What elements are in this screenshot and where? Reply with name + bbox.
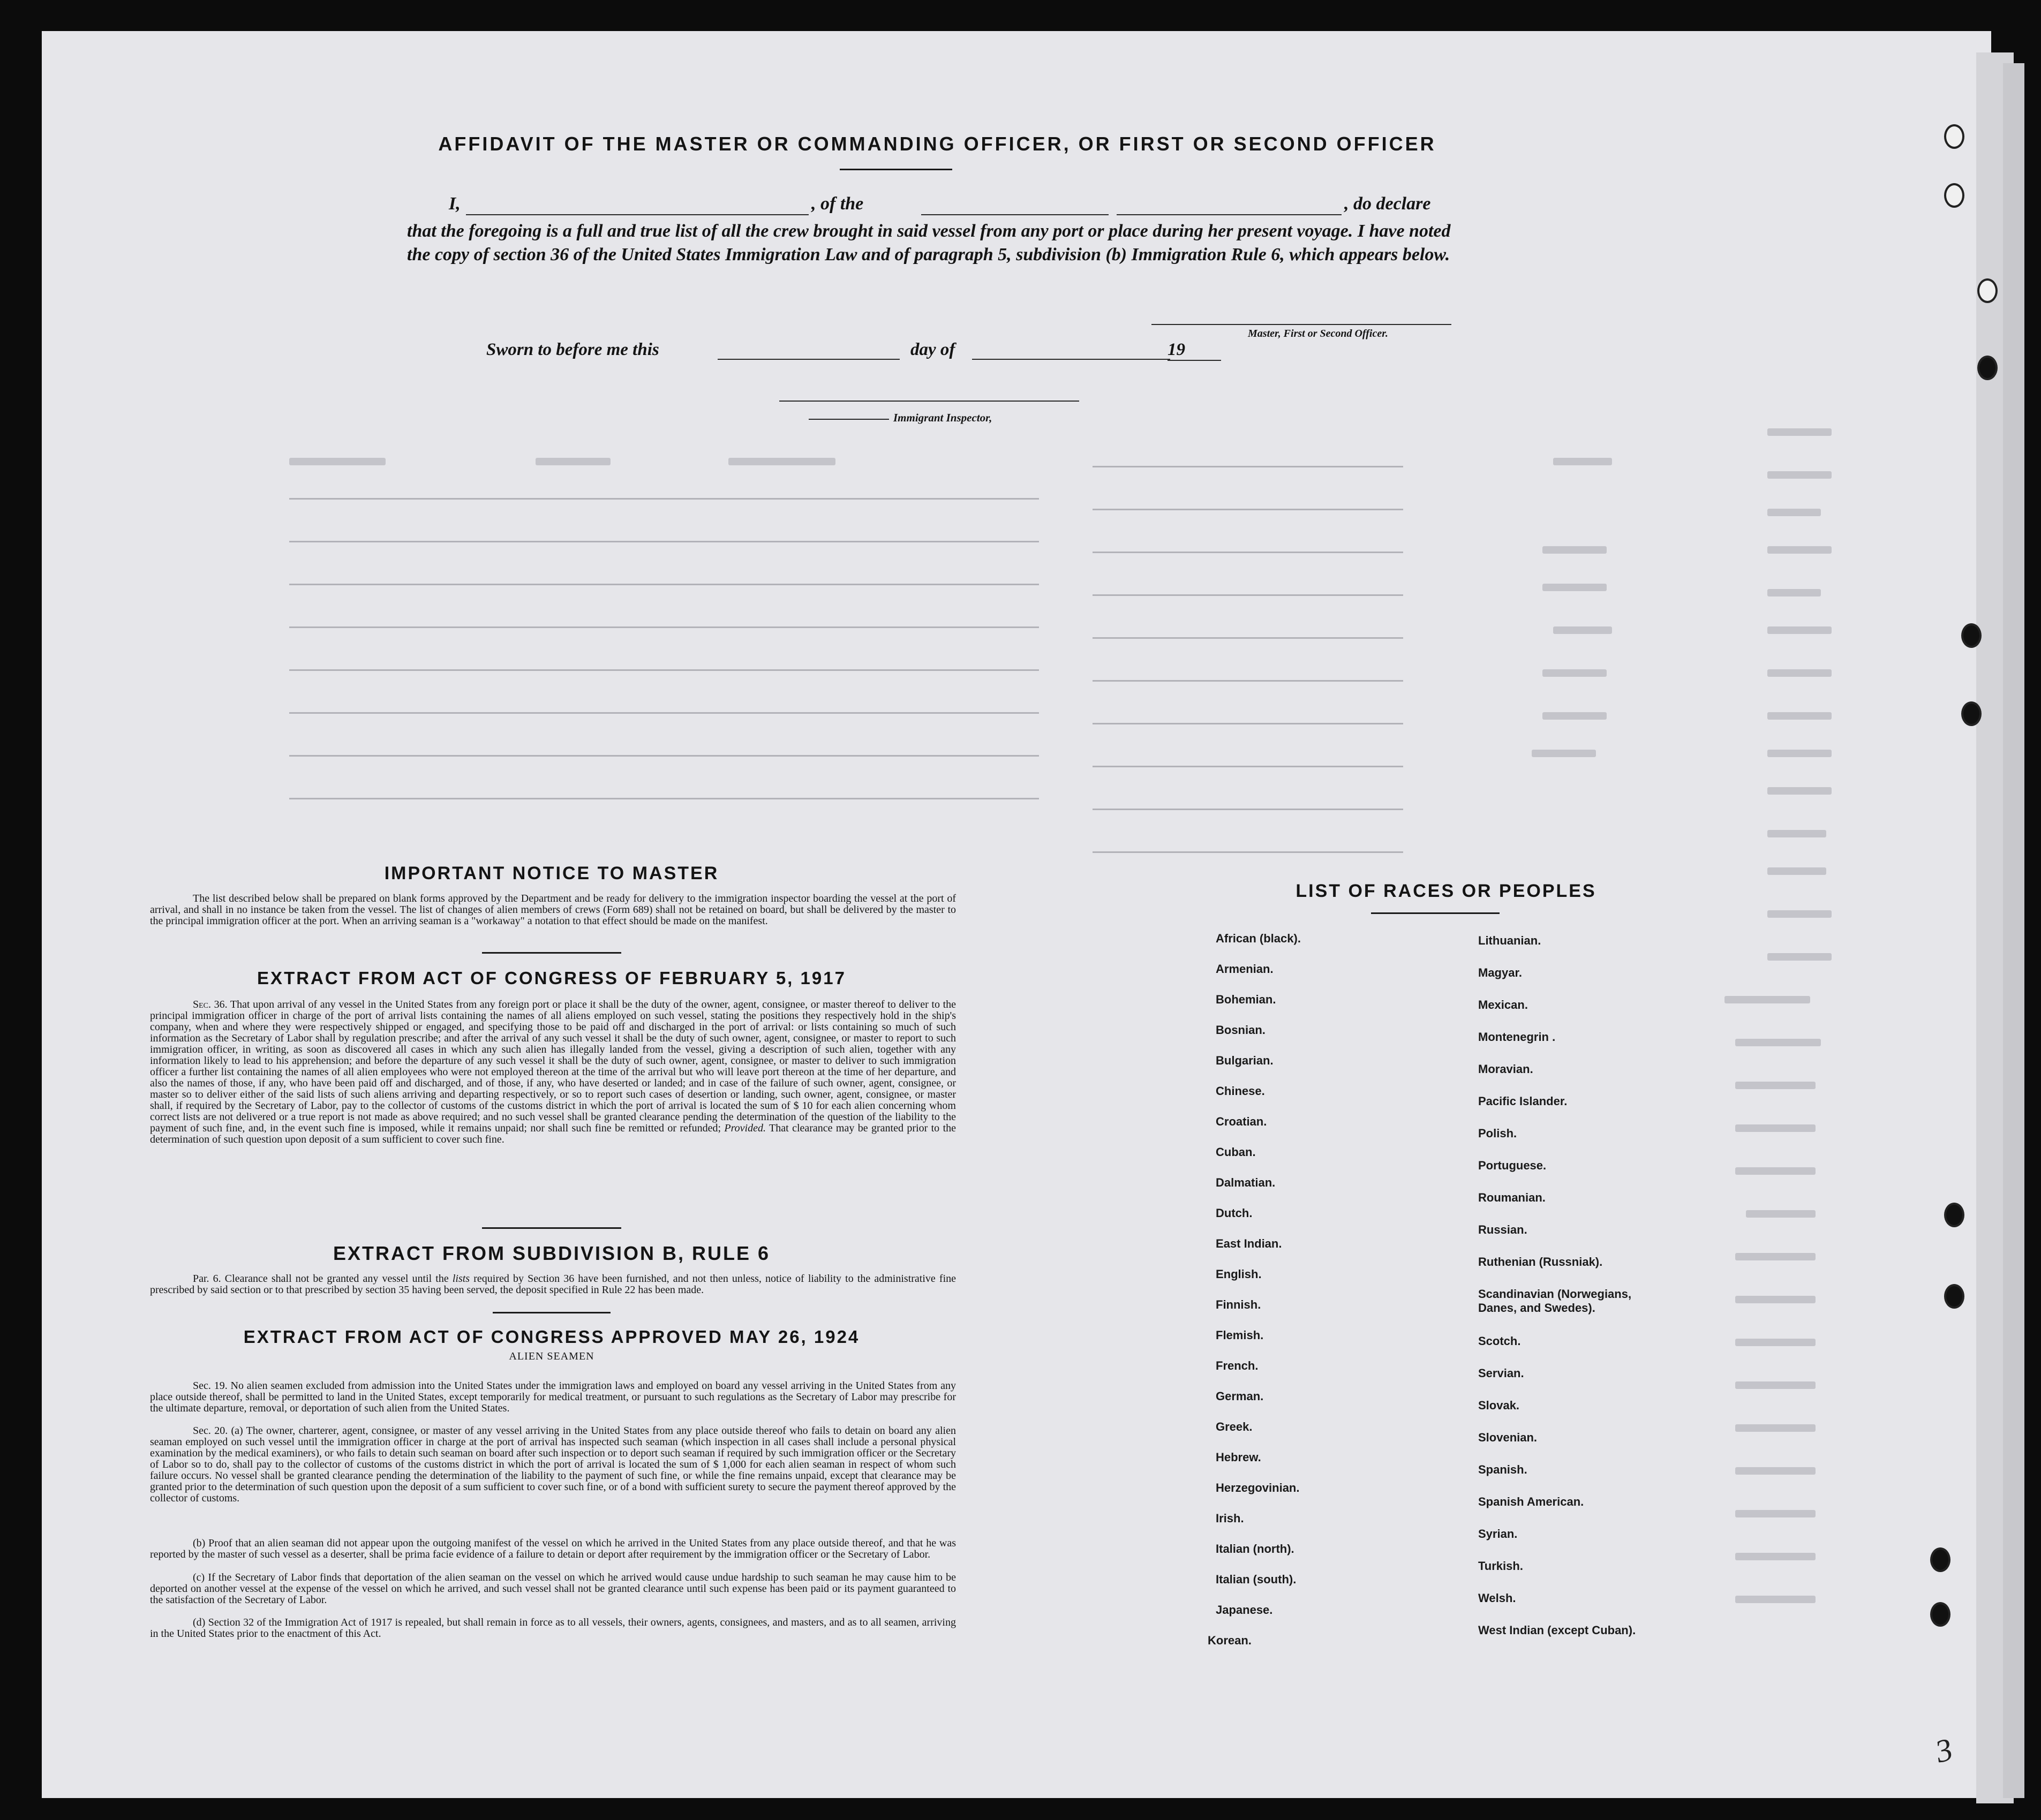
sec-36-body: That upon arrival of any vessel in the United States from any foreign port or place it shall be the duty of the owner, agent, consignee, or master thereof to deliver to the principal immigration officer in charge of the port of arrival lists containing the names of all aliens employed on such vessel, stating the positions they respectively hold in the ship's company, when and where they were respectively shipped or engaged, and specifying those to be paid off and discharged in the port of arrival: or lists containing so much of such information as the Secretary of Labor shall by regulation prescribe; and after the arrival of any such vessel it shall be the duty of such owner, agent, consignee, or master to report to such immigration officer, in writing, as soon as discovered all cases in which any such alien has illegally landed from the vessel, giving a description of such alien, together with any information likely to lead to his apprehension; and before the departure of any such vessel it shall be the duty of such owner, agent, consignee, or master to deliver to such immigration officer a further list containing the names of all alien employees who were not employed thereon at the time of the arrival but who will leave port thereon at the time of her departure, and also the names of those, if any, who have been paid off and discharged, and of those, if any, who have deserted or landed; and in case of the failure of such owner, agent, consignee, or master so to deliver either of the said lists of such aliens arriving and departing respectively, or so to report such cases of desertion or landing, such owner, agent, consignee, or master shall, if required by the Secretary of Labor, pay to the collector of customs of the customs district in which the port of arrival is located the sum of $ 10 for each alien concerning whom correct lists are not delivered or a true report is not made as above required; and no such vessel shall be granted clearance pending the determination of the question of the liability to the payment of such fine, and, in the event such fine is imposed, while it remains unpaid; nor shall such fine be remitted or refunded;: [150, 999, 957, 1134]
punch-hole-icon: [1930, 1602, 1950, 1627]
race-item: Russian.: [1478, 1223, 1527, 1236]
race-item: Bosnian.: [1216, 1023, 1266, 1037]
punch-hole-icon: [1961, 623, 1982, 648]
extract-1917-divider: [482, 1227, 621, 1229]
race-item: Pacific Islander.: [1478, 1094, 1568, 1108]
master-signature-caption: Master, First or Second Officer.: [1248, 328, 1388, 339]
race-item: Korean.: [1208, 1634, 1252, 1647]
race-item: Bulgarian.: [1216, 1054, 1274, 1067]
notice-text: The list described below shall be prepared on blank forms approved by the Department and be ready for delivery to the immigration inspector boarding the vessel at the port of arrival, and shall in no instance be taken from the vessel. The list of changes of alien members of crews (Form 689) shall not be retained on board, but shall be delivered by the master to the principal immigration officer at the port. When an arriving seaman is a "workaway" a notation to that effect should be made on the manifest.: [150, 893, 956, 927]
sheet-edge-shadow: [2003, 63, 2024, 1798]
race-item: Bohemian.: [1216, 993, 1276, 1006]
rule-6-text-b: required by Section 36 have been furnished, and not then unless, notice of liability to the administrative fine prescribed by said section or to that prescribed by section 35 having been served, the deposit specified in Rule 22 has been made.: [150, 1273, 957, 1296]
inspector-signature-field[interactable]: [779, 401, 1079, 402]
sworn-day-field[interactable]: [718, 359, 900, 360]
provided-label: Provided.: [724, 1122, 766, 1134]
punch-hole-icon: [1961, 701, 1982, 726]
race-item: Lithuanian.: [1478, 934, 1541, 947]
race-item: Turkish.: [1478, 1559, 1523, 1573]
vessel-position-field[interactable]: [921, 214, 1109, 215]
race-item: Spanish American.: [1478, 1495, 1584, 1508]
races-underline: [1371, 912, 1500, 914]
race-item: French.: [1216, 1359, 1259, 1372]
sworn-label: Sworn to before me this: [486, 340, 659, 359]
of-the-label: , of the: [811, 194, 864, 214]
notice-title: IMPORTANT NOTICE TO MASTER: [384, 863, 719, 883]
race-item: West Indian (except Cuban).: [1478, 1623, 1636, 1637]
extract-1924-title: EXTRACT FROM ACT OF CONGRESS APPROVED MAY 26, 1924: [243, 1327, 860, 1347]
race-item: Herzegovinian.: [1216, 1481, 1300, 1494]
sec-36-body-end: That clearance may be granted prior to the determination of such question upon deposit of a sum sufficient to cover such fine.: [150, 1122, 957, 1145]
margin-note: 3: [1931, 1731, 1956, 1770]
title-underline: [840, 169, 952, 170]
race-item: Chinese.: [1216, 1084, 1265, 1098]
race-item: Scandinavian (Norwegians, Danes, and Swedes).: [1478, 1287, 1632, 1315]
inspector-signature-leader: [809, 419, 889, 420]
punch-hole-icon: [1944, 1203, 1964, 1227]
punch-hole-icon: [1944, 1284, 1964, 1309]
extract-1924-sec-20d: (d) Section 32 of the Immigration Act of 1917 is repealed, but shall remain in force as to all vessels, their owners, agents, consignees, and masters, and as to all seamen, arriving in the United States prior to the enactment of this Act.: [150, 1617, 956, 1640]
punch-hole-icon: [1977, 278, 1998, 303]
race-item: Moravian.: [1478, 1062, 1533, 1076]
race-item: Cuban.: [1216, 1145, 1256, 1159]
race-item: Mexican.: [1478, 998, 1528, 1011]
alien-seamen-subtitle: ALIEN SEAMEN: [509, 1350, 594, 1362]
race-item: German.: [1216, 1389, 1264, 1403]
races-title: LIST OF RACES OR PEOPLES: [1296, 881, 1596, 901]
race-item: Portuguese.: [1478, 1159, 1547, 1172]
race-item: English.: [1216, 1267, 1262, 1281]
affidavit-title: AFFIDAVIT OF THE MASTER OR COMMANDING OFFICER, OR FIRST OR SECOND OFFICER: [438, 133, 1436, 155]
sec-36-label: Sec. 36.: [193, 999, 228, 1010]
declarant-name-field[interactable]: [466, 214, 809, 215]
extract-1924-sec-20a: Sec. 20. (a) The owner, charterer, agent, consignee, or master of any vessel arriving in the United States from any place outside thereof who fails to detain on board any alien seaman employed on such vessel until the immigration officer in charge at the port of arrival has inspected such seaman (which inspection in all cases shall include a personal physical examination by the medical examiners), or who fails to detain such seaman on board after such inspection or to deport such seaman if required by such immigration officer or the Secretary of Labor so to do, shall pay to the collector of customs of the customs district in which the port of arrival is located the sum of $ 1,000 for each alien seaman in respect of whom such failure occurs. No vessel shall be granted clearance pending the determination of the liability to the payment of such fine, or while the fine remains unpaid, except that clearance may be granted prior to the determination of such question upon the deposit of a sum sufficient to cover such fine, or of a bond with sufficient surety to secure the payment thereof approved by the collector of customs.: [150, 1425, 956, 1504]
race-item: Syrian.: [1478, 1527, 1518, 1540]
punch-hole-icon: [1944, 183, 1964, 208]
race-item: Magyar.: [1478, 966, 1522, 979]
extract-1917-title: EXTRACT FROM ACT OF CONGRESS OF FEBRUARY 5, 1917: [257, 968, 846, 988]
race-item: Dalmatian.: [1216, 1176, 1276, 1189]
year-prefix: 19: [1168, 340, 1185, 359]
rule-6-text: [150, 1273, 956, 1296]
race-item: Italian (north).: [1216, 1542, 1294, 1555]
notice-divider: [482, 952, 621, 954]
race-item: Greek.: [1216, 1420, 1253, 1433]
race-item: Ruthenian (Russniak).: [1478, 1255, 1603, 1268]
vessel-name-field[interactable]: [1117, 214, 1342, 215]
sworn-month-field[interactable]: [972, 359, 1170, 360]
race-item: Flemish.: [1216, 1328, 1264, 1342]
race-item: Italian (south).: [1216, 1573, 1297, 1586]
punch-hole-icon: [1944, 124, 1964, 149]
declare-label: , do declare: [1344, 194, 1431, 214]
race-item: Montenegrin .: [1478, 1030, 1556, 1044]
race-item: Servian.: [1478, 1366, 1524, 1380]
sworn-year-field[interactable]: [1168, 360, 1221, 361]
race-item: East Indian.: [1216, 1237, 1282, 1250]
punch-hole-icon: [1930, 1547, 1950, 1572]
extract-1924-sec-19: Sec. 19. No alien seamen excluded from admission into the United States under the immigration laws and employed on board any vessel arriving in the United States from any place outside thereof, shall be permitted to land in the United States, except temporarily for medical treatment, or pursuant to such regulations as the Secretary of Labor may prescribe for the ultimate departure, removal, or deportation of such alien from the United States.: [150, 1380, 956, 1414]
inspector-caption: Immigrant Inspector,: [893, 411, 992, 424]
race-item: Irish.: [1216, 1512, 1244, 1525]
race-item: Slovenian.: [1478, 1431, 1538, 1444]
race-item: African (black).: [1216, 932, 1301, 945]
race-item: Armenian.: [1216, 962, 1274, 976]
race-item: Finnish.: [1216, 1298, 1261, 1311]
extract-1924-sec-20c: (c) If the Secretary of Labor finds that deportation of the alien seaman on the vessel on which he arrived would cause undue hardship to such seaman he may cause him to be deported on another vessel at the expense of the vessel on which he arrived, and such vessel shall not be granted clearance until such expense has been paid or its payment guaranteed to the satisfaction of the Secretary of Labor.: [150, 1572, 956, 1606]
race-item: Dutch.: [1216, 1206, 1253, 1220]
race-item: Scotch.: [1478, 1334, 1521, 1348]
race-item: Hebrew.: [1216, 1451, 1261, 1464]
extract-1924-sec-20b: (b) Proof that an alien seaman did not appear upon the outgoing manifest of the vessel on which he arrived in the United States from any place outside thereof, and that he was reported by the master of such vessel as a deserter, shall be prima facie evidence of a failure to detain or deport after requirement by the immigration officer or the Secretary of Labor.: [150, 1537, 956, 1560]
declaration-text: that the foregoing is a full and true list of all the crew brought in said vessel from any port or place during her present voyage. I have noted the copy of section 36 of the United States Immigration Law and of paragraph 5, subdivision (b) Immigration Rule 6, which appears below.: [407, 221, 1451, 265]
race-item: Japanese.: [1216, 1603, 1273, 1617]
race-item: Slovak.: [1478, 1399, 1520, 1412]
extract-1917-text: [150, 999, 956, 1145]
declarant-prefix: I,: [449, 194, 461, 214]
rule-6-divider: [493, 1312, 611, 1313]
rule-6-lists: lists: [452, 1273, 470, 1285]
race-item: Welsh.: [1478, 1591, 1516, 1605]
day-of-label: day of: [910, 340, 955, 359]
race-item: Polish.: [1478, 1127, 1517, 1140]
race-item: Croatian.: [1216, 1115, 1267, 1128]
race-item: Spanish.: [1478, 1463, 1527, 1476]
race-item: Roumanian.: [1478, 1191, 1546, 1204]
rule-6-text-a: Par. 6. Clearance shall not be granted any vessel until the: [193, 1273, 449, 1285]
master-signature-field[interactable]: [1151, 324, 1451, 325]
punch-hole-icon: [1977, 356, 1998, 380]
rule-6-title: EXTRACT FROM SUBDIVISION B, RULE 6: [333, 1242, 771, 1264]
